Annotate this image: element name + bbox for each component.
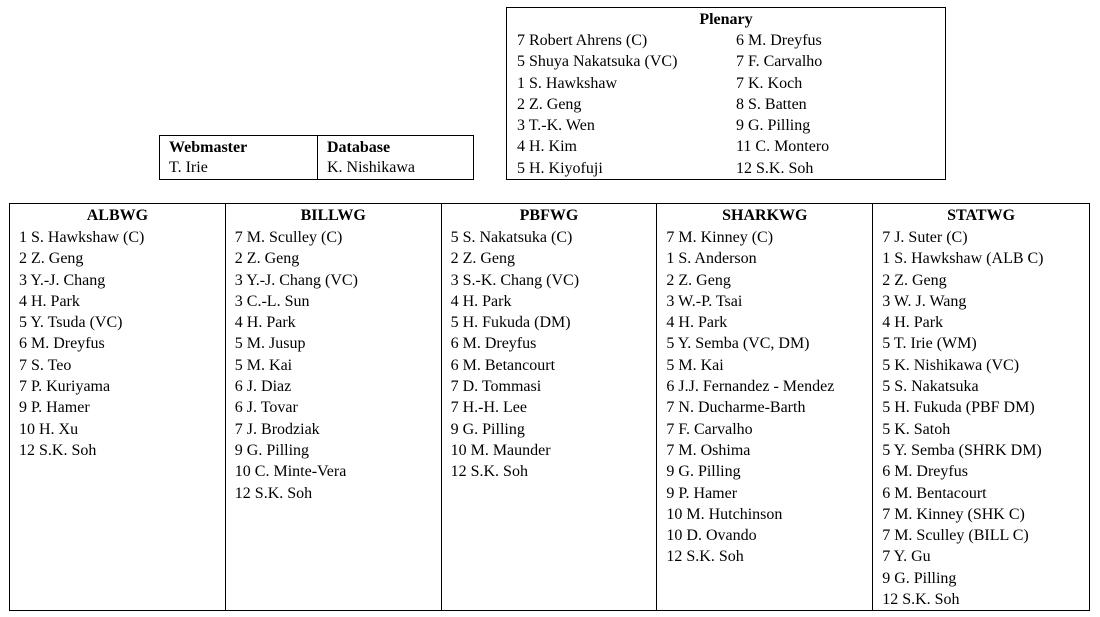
wg-member-list (882, 227, 1089, 610)
member-name: 2 Z. Geng (882, 271, 947, 289)
member-name: 6 M. Dreyfus (450, 335, 537, 353)
member-name: 7 S. Teo (19, 356, 72, 374)
wg-column-pbfwg (442, 204, 658, 610)
member-name: 2 Z. Geng (19, 250, 84, 268)
member-name: 9 P. Hamer (19, 399, 90, 417)
member-name: 5 K. Nishikawa (VC) (882, 356, 1020, 374)
wg-member-list (19, 227, 225, 461)
member-name: 6 J. Diaz (234, 378, 292, 396)
member-name: 5 S. Nakatsuka (882, 378, 979, 396)
member-name: 3 Y.-J. Chang (19, 271, 106, 289)
member-name: 3 T.-K. Wen (517, 117, 595, 135)
member-name: 4 H. Park (666, 314, 728, 332)
working-groups-table (9, 203, 1090, 611)
wg-member-list (235, 227, 441, 504)
member-name: 5 H. Fukuda (PBF DM) (882, 399, 1035, 417)
member-name: 10 C. Minte-Vera (234, 463, 347, 481)
plenary-title: Plenary (699, 11, 753, 28)
member-name: 7 Robert Ahrens (C) (517, 32, 648, 49)
plenary-right-column (736, 30, 829, 179)
wg-title: BILLWG (300, 207, 366, 224)
member-name: 9 G. Pilling (666, 463, 741, 481)
plenary-box (506, 7, 946, 180)
member-name: 7 F. Carvalho (736, 53, 823, 71)
member-name: 5 Y. Tsuda (VC) (19, 314, 123, 332)
member-name: 12 S.K. Soh (450, 463, 528, 481)
member-name: 5 M. Kai (666, 356, 724, 374)
member-name: 5 M. Jusup (234, 335, 306, 353)
member-name: 10 M. Hutchinson (666, 505, 783, 523)
plenary-columns (517, 30, 945, 179)
member-name: 9 G. Pilling (736, 117, 811, 135)
member-name: 7 K. Koch (736, 74, 803, 92)
member-name: 10 D. Ovando (666, 527, 757, 545)
member-name: 7 J. Suter (C) (882, 229, 968, 246)
webmaster-cell (160, 136, 318, 179)
member-name: 5 Y. Semba (VC, DM) (666, 335, 810, 353)
member-name: 7 M. Kinney (C) (666, 229, 774, 246)
member-name: 7 N. Ducharme-Barth (666, 399, 806, 417)
member-name: 11 C. Montero (736, 138, 830, 156)
wg-title: PBFWG (519, 207, 579, 224)
member-name: 9 G. Pilling (450, 420, 525, 438)
member-name: 5 T. Irie (WM) (882, 335, 977, 353)
member-name: 6 M. Bentacourt (882, 484, 987, 502)
member-name: 7 J. Brodziak (234, 420, 320, 438)
member-name: 7 M. Oshima (666, 441, 751, 459)
member-name: 6 M. Dreyfus (19, 335, 105, 353)
member-name: 2 Z. Geng (234, 250, 300, 268)
member-name: 9 G. Pilling (882, 569, 957, 587)
member-name: 2 Z. Geng (517, 95, 582, 113)
member-name: 5 M. Kai (234, 356, 293, 374)
member-name: 6 M. Betancourt (450, 356, 556, 374)
member-name: 5 Y. Semba (SHRK DM) (882, 441, 1042, 459)
database-value: K. Nishikawa (327, 159, 415, 176)
member-name: 7 H.-H. Lee (450, 399, 528, 417)
member-name: 1 S. Hawkshaw (ALB C) (882, 250, 1044, 268)
member-name: 5 S. Nakatsuka (C) (450, 229, 573, 246)
wg-member-list (666, 227, 872, 568)
wg-member-list (451, 227, 657, 483)
member-name: 7 P. Kuriyama (19, 378, 111, 396)
webmaster-value: T. Irie (169, 159, 208, 176)
member-name: 9 G. Pilling (234, 441, 310, 459)
member-name: 12 S.K. Soh (666, 548, 744, 566)
member-name: 5 H. Fukuda (DM) (450, 314, 571, 332)
member-name: 12 S.K. Soh (736, 159, 814, 177)
member-name: 10 M. Maunder (450, 441, 551, 459)
member-name: 1 S. Hawkshaw (517, 74, 617, 92)
member-name: 3 Y.-J. Chang (VC) (234, 271, 358, 289)
member-name: 9 P. Hamer (666, 484, 738, 502)
wg-column-sharkwg (657, 204, 873, 610)
member-name: 6 J.J. Fernandez - Mendez (666, 378, 835, 396)
member-name: 12 S.K. Soh (19, 441, 97, 459)
member-name: 3 W. J. Wang (882, 292, 967, 310)
member-name: 4 H. Park (19, 292, 80, 310)
member-name: 5 K. Satoh (882, 420, 951, 438)
member-name: 4 H. Kim (517, 138, 577, 156)
wg-column-albwg (10, 204, 226, 610)
webmaster-database-table (159, 135, 474, 180)
member-name: 6 J. Tovar (234, 399, 298, 417)
member-name: 6 M. Dreyfus (882, 463, 968, 481)
member-name: 5 Shuya Nakatsuka (VC) (517, 53, 678, 71)
member-name: 10 H. Xu (19, 420, 79, 438)
member-name: 8 S. Batten (736, 95, 807, 113)
member-name: 6 M. Dreyfus (736, 32, 822, 49)
member-name: 5 H. Kiyofuji (517, 159, 603, 177)
member-name: 4 H. Park (882, 314, 944, 332)
member-name: 12 S.K. Soh (234, 484, 313, 502)
wg-title: ALBWG (86, 207, 149, 224)
member-name: 4 H. Park (450, 292, 512, 310)
member-name: 2 Z. Geng (666, 271, 731, 289)
database-label: Database (327, 139, 391, 156)
member-name: 1 S. Hawkshaw (C) (19, 229, 145, 246)
member-name: 3 C.-L. Sun (234, 292, 310, 310)
member-name: 7 M. Sculley (C) (234, 229, 343, 246)
wg-column-statwg (873, 204, 1089, 610)
webmaster-label: Webmaster (169, 139, 248, 156)
member-name: 3 S.-K. Chang (VC) (450, 271, 580, 289)
member-name: 7 D. Tommasi (450, 378, 542, 396)
wg-column-billwg (226, 204, 442, 610)
wg-title: SHARKWG (722, 207, 808, 224)
member-name: 1 S. Anderson (666, 250, 757, 268)
member-name: 3 W.-P. Tsai (666, 292, 743, 310)
member-name: 7 M. Kinney (SHK C) (882, 505, 1025, 523)
plenary-left-column (517, 30, 736, 179)
member-name: 12 S.K. Soh (882, 591, 960, 609)
member-name: 7 F. Carvalho (666, 420, 753, 438)
wg-title: STATWG (947, 207, 1016, 224)
member-name: 7 Y. Gu (882, 548, 931, 566)
member-name: 7 M. Sculley (BILL C) (882, 527, 1029, 545)
member-name: 4 H. Park (234, 314, 296, 332)
database-cell (318, 136, 473, 179)
member-name: 2 Z. Geng (450, 250, 516, 268)
